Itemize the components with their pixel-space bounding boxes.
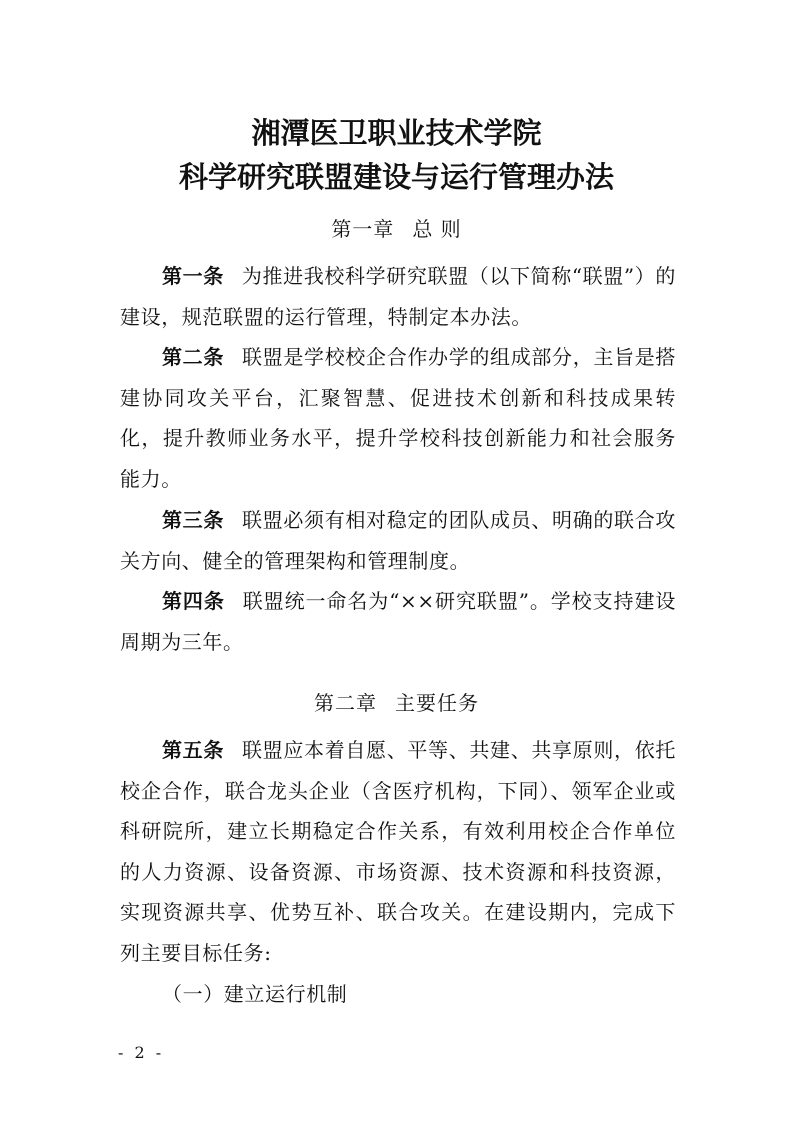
chapter-number: 第二章 [314,691,377,715]
article-text: 联盟必须有相对稳定的团队成员、明确的联合攻关方向、健全的管理架构和管理制度。 [120,508,676,573]
article-text: 联盟统一命名为“××研究联盟”。学校支持建设周期为三年。 [120,589,676,654]
article-1 [120,256,676,337]
list-item-1: （一）建立运行机制 [162,982,348,1006]
chapter-heading-1 [0,214,793,244]
article-text: 联盟是学校校企合作办学的组成部分，主旨是搭建协同攻关平台，汇聚智慧、促进技术创新和科技成果转化，提升教师业务水平，提升学校科技创新能力和社会服务能力。 [120,345,676,491]
article-label: 第四条 [162,589,225,613]
article-text: 联盟应本着自愿、平等、共建、共享原则，依托校企合作，联合龙头企业（含医疗机构，下同）、领军企业或科研院所，建立长期稳定合作关系，有效利用校企合作单位的人力资源、设备资源、市场资源、技术资源和科技资源，实现资源共享、优势互补、联合攻关。在建设期内，完成下列主要目标任务: [120,738,676,965]
article-label: 第一条 [162,264,224,288]
document-title-line1: 湘潭医卫职业技术学院 [251,116,542,150]
document-title-line2: 科学研究联盟建设与运行管理办法 [178,160,614,194]
chapter-name: 总 则 [412,217,462,241]
page-number: - 2 - [118,1043,165,1062]
article-label: 第五条 [162,738,225,762]
chapter-name: 主要任务 [395,691,479,715]
article-3 [120,500,676,581]
article-text: 为推进我校科学研究联盟（以下简称“联盟”）的建设，规范联盟的运行管理，特制定本办法。 [120,264,676,329]
article-label: 第三条 [162,508,225,532]
article-2 [120,337,676,499]
article-5 [120,730,676,973]
chapter-heading-2 [0,688,793,718]
chapter-number: 第一章 [331,217,395,241]
article-4 [120,581,676,662]
article-label: 第二条 [162,345,225,369]
